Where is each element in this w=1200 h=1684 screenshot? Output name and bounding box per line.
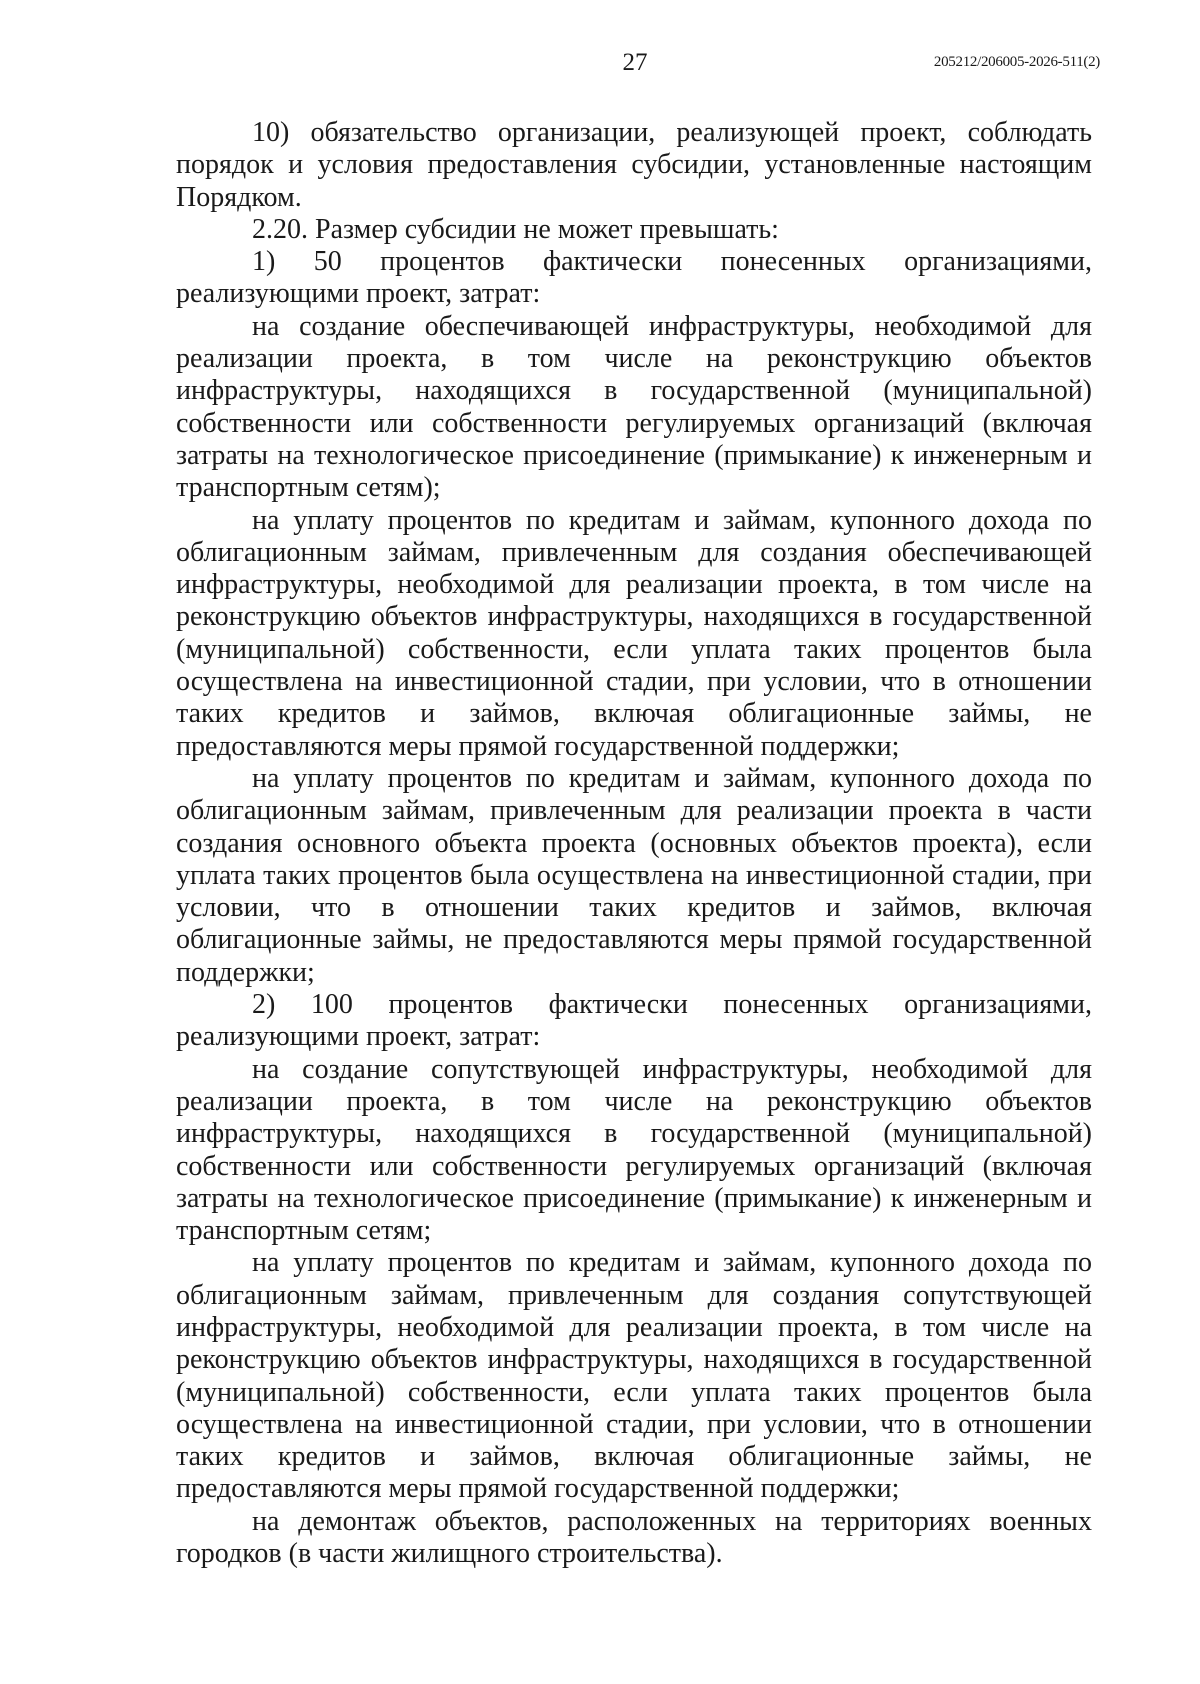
paragraph-interest-main-object: на уплату процентов по кредитам и займам, купонного дохода по облигационным займам, привлеченным для реализации проекта в части создания основного объекта проекта (основных объектов проекта), если уплата таких процентов была осуществлена на инвестиционной стадии, при условии, что в отношении таких кредитов и займов, включая облигационные займы, не предоставляются меры прямой государственной поддержки;: [176, 762, 1092, 988]
paragraph-clause-2-20: 2.20. Размер субсидии не может превышать:: [252, 213, 779, 245]
paragraph-interest-accompanying-infrastructure: на уплату процентов по кредитам и займам, купонного дохода по облигационным займам, привлеченным для создания сопутствующей инфраструктуры, необходимой для реализации проекта, в том числе на реконструкцию объектов инфраструктуры, находящихся в государственной (муниципальной) собственности, если уплата таких процентов была осуществлена на инвестиционной стадии, при условии, что в отношении таких кредитов и займов, включая облигационные займы, не предоставляются меры прямой государственной поддержки;: [176, 1247, 1092, 1505]
paragraph-subitem-1-fifty-percent: 1) 50 процентов фактически понесенных организациями, реализующими проект, затрат:: [176, 246, 1092, 310]
document-body: [176, 117, 1092, 1570]
document-code: 205212/206005-2026-511(2): [933, 54, 1100, 70]
paragraph-accompanying-infrastructure: на создание сопутствующей инфраструктуры, необходимой для реализации проекта, в том числе на реконструкцию объектов инфраструктуры, находящихся в государственной (муниципальной) собственности или собственности регулируемых организаций (включая затраты на технологическое присоединение (примыкание) к инженерным и транспортным сетям;: [176, 1053, 1092, 1247]
paragraph-interest-supporting-infrastructure: на уплату процентов по кредитам и займам, купонного дохода по облигационным займам, привлеченным для создания обеспечивающей инфраструктуры, необходимой для реализации проекта, в том числе на реконструкцию объектов инфраструктуры, находящихся в государственной (муниципальной) собственности, если уплата таких процентов была осуществлена на инвестиционной стадии, при условии, что в отношении таких кредитов и займов, включая облигационные займы, не предоставляются меры прямой государственной поддержки;: [176, 504, 1092, 762]
paragraph-supporting-infrastructure: на создание обеспечивающей инфраструктуры, необходимой для реализации проекта, в том числе на реконструкцию объектов инфраструктуры, находящихся в государственной (муниципальной) собственности или собственности регулируемых организаций (включая затраты на технологическое присоединение (примыкание) к инженерным и транспортным сетям);: [176, 310, 1092, 504]
paragraph-subitem-2-hundred-percent: 2) 100 процентов фактически понесенных организациями, реализующими проект, затрат:: [176, 989, 1092, 1053]
page-number: 27: [622, 49, 648, 76]
paragraph-demolition: на демонтаж объектов, расположенных на территориях военных городков (в части жилищного строительства).: [176, 1505, 1092, 1570]
paragraph-item-10-obligation: 10) обязательство организации, реализующей проект, соблюдать порядок и условия предоставления субсидии, установленные настоящим Порядком.: [176, 117, 1092, 213]
